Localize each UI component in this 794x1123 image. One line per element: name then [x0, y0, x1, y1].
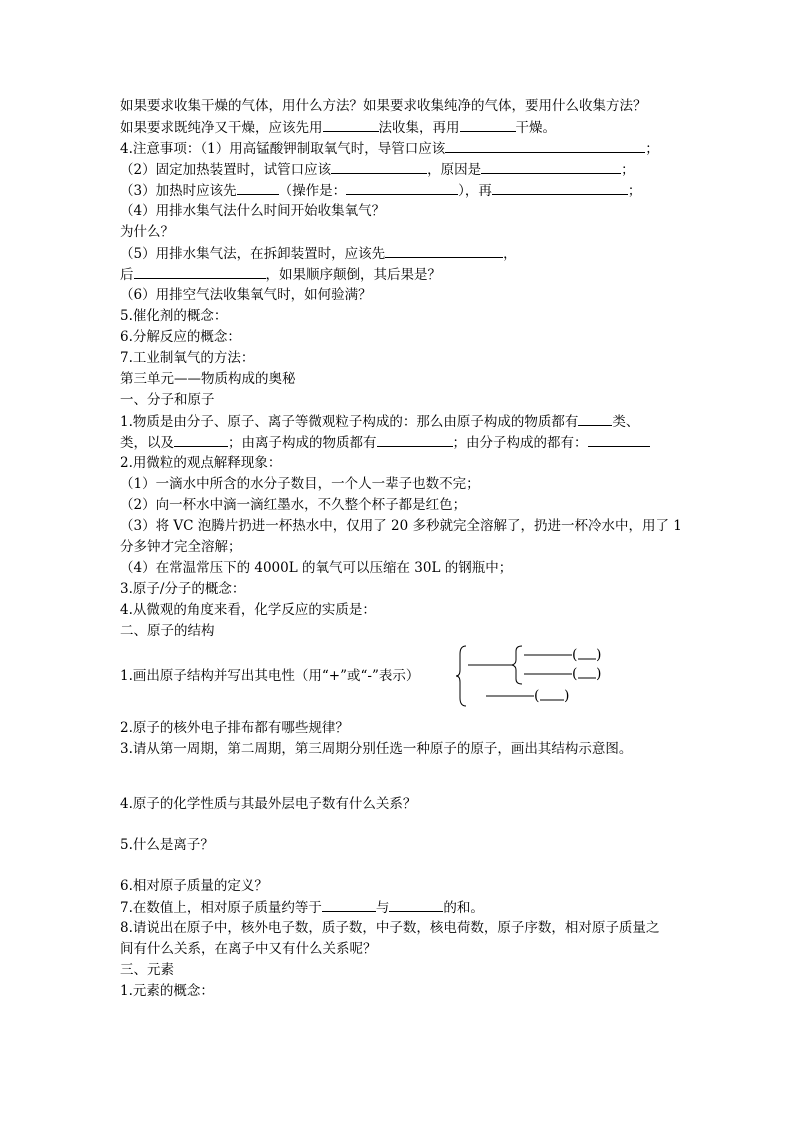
- text-line: [120, 222, 680, 243]
- question-text: 5.什么是离子？: [120, 837, 214, 853]
- question-text: 为什么？: [120, 224, 174, 240]
- text-line: [120, 138, 680, 159]
- question-text: （2）固定加热装置时，试管口应该: [120, 162, 332, 178]
- text-line: [120, 348, 680, 369]
- question-text: 类、: [612, 414, 640, 430]
- question-text: 4.原子的化学性质与其最外层电子数有什么关系？: [120, 796, 417, 812]
- paren-close: ): [564, 688, 570, 704]
- question-text: 8.请说出在原子中，核外电子数，质子数，中子数，核电荷数，原子序数，相对原子质量之: [120, 920, 660, 936]
- question-text: 干燥。: [515, 120, 556, 136]
- question-text: 7.工业制氧气的方法：: [120, 350, 255, 366]
- question-text: 分多钟才完全溶解；: [120, 539, 242, 555]
- question-text: ；由离子构成的物质都有: [228, 435, 377, 451]
- question-text: （5）用排水集气法，在拆卸装置时，应该先: [120, 246, 386, 262]
- question-text: 7.在数值上，相对原子质量约等于: [120, 900, 322, 916]
- text-line: [120, 718, 680, 739]
- text-line: [120, 327, 680, 348]
- text-line: [120, 474, 680, 495]
- question-text: 类，以及: [120, 435, 174, 451]
- heading-text: 一、分子和原子: [120, 392, 215, 408]
- answer-blank[interactable]: [322, 897, 376, 912]
- outer-brace: [456, 646, 466, 706]
- answer-blank[interactable]: [237, 180, 279, 195]
- question-text: ；: [645, 141, 659, 157]
- paren-open: (: [572, 666, 578, 682]
- question-text: （3）加热时应该先: [120, 183, 237, 199]
- text-line: [120, 835, 680, 856]
- text-line: [120, 306, 680, 327]
- text-line: [120, 558, 680, 579]
- text-line: [120, 495, 680, 516]
- question-text: ），再: [458, 183, 492, 199]
- text-line: [120, 516, 680, 537]
- question-text: 1.元素的概念：: [120, 983, 214, 999]
- text-line: [120, 794, 680, 815]
- text-line: [120, 96, 680, 117]
- answer-blank[interactable]: [323, 117, 379, 132]
- section-heading: [120, 390, 680, 411]
- question-text: 法收集，再用: [378, 120, 460, 136]
- question-text: 4.注意事项：（1）用高锰酸钾制取氧气时，导管口应该: [120, 141, 446, 157]
- text-line: [120, 159, 680, 180]
- question-text: （4）在常温常压下的 4000L 的氧气可以压缩在 30L 的钢瓶中；: [120, 560, 513, 576]
- text-line: [120, 453, 680, 474]
- answer-blank[interactable]: [578, 411, 612, 426]
- question-text: ，原因是: [427, 162, 482, 178]
- text-line: [120, 579, 680, 600]
- question-text: （4）用排水集气法什么时间开始收集氧气？: [120, 203, 386, 219]
- section-heading: [120, 960, 680, 981]
- paren-close: ): [596, 666, 602, 682]
- question-text: 3.原子/分子的概念：: [120, 581, 246, 597]
- answer-blank[interactable]: [445, 138, 645, 153]
- atom-structure-diagram: [456, 644, 606, 708]
- worksheet-page: [120, 96, 680, 1002]
- question-text: 后: [120, 267, 134, 283]
- question-text: 3.请从第一周期，第二周期，第三周期分别任选一种原子的原子，画出其结构示意图。: [120, 741, 633, 757]
- question-text: 6.相对原子质量的定义？: [120, 878, 268, 894]
- question-text: （操作是：: [278, 183, 347, 199]
- question-text: 2.用微粒的观点解释现象：: [120, 455, 282, 471]
- text-line: [120, 432, 680, 453]
- question-text: 2.原子的核外电子排布都有哪些规律？: [120, 720, 349, 736]
- text-line: [120, 117, 680, 138]
- text-line: [120, 739, 680, 760]
- question-text: 间有什么关系，在离子中又有什么关系呢？: [120, 941, 377, 957]
- inner-brace: [512, 646, 522, 684]
- question-text: （1）一滴水中所含的水分子数目，一个人一辈子也数不完；: [120, 476, 480, 492]
- text-line: [120, 600, 680, 621]
- answer-blank[interactable]: [460, 117, 516, 132]
- question-text: ；: [621, 162, 635, 178]
- text-line: [120, 411, 680, 432]
- section-heading: [120, 621, 680, 642]
- answer-blank[interactable]: [385, 243, 503, 258]
- text-line: [120, 285, 680, 306]
- text-line: [120, 537, 680, 558]
- question-text: 1.画出原子结构并写出其电性（用“+”或“-”表示）: [120, 668, 420, 684]
- answer-blank[interactable]: [492, 180, 628, 195]
- text-line: [120, 201, 680, 222]
- text-line: [120, 939, 680, 960]
- answer-blank[interactable]: [389, 897, 443, 912]
- question-text: 与: [375, 900, 390, 916]
- answer-blank[interactable]: [134, 264, 266, 279]
- text-line: [120, 876, 680, 897]
- question-text: 4.从微观的角度来看，化学反应的实质是：: [120, 602, 376, 618]
- text-line: [120, 264, 680, 285]
- question-text: 5.催化剂的概念：: [120, 308, 228, 324]
- paren-open: (: [534, 688, 540, 704]
- answer-space: [120, 856, 680, 876]
- question-text: 如果要求收集干燥的气体，用什么方法？如果要求收集纯净的气体，要用什么收集方法？: [120, 98, 647, 114]
- question-text: （6）用排空气法收集氧气时，如何验满？: [120, 287, 372, 303]
- heading-text: 三、元素: [120, 962, 174, 978]
- answer-space: [120, 760, 680, 794]
- atom-structure-question: [120, 644, 680, 714]
- paren-close: ): [596, 647, 602, 663]
- paren-open: (: [572, 647, 578, 663]
- question-text: （3）将 VC 泡腾片扔进一杯热水中，仅用了 20 多秒就完全溶解了，扔进一杯冷水中，用了 1: [120, 518, 682, 534]
- text-line: [120, 981, 680, 1002]
- unit-title: [120, 369, 680, 390]
- text-line: [120, 897, 680, 918]
- heading-text: 二、原子的结构: [120, 623, 215, 639]
- heading-text: 第三单元——物质构成的奥秘: [120, 371, 296, 387]
- text-line: [120, 918, 680, 939]
- answer-blank[interactable]: [377, 432, 453, 447]
- answer-blank[interactable]: [346, 180, 458, 195]
- question-text: （2）向一杯水中滴一滴红墨水，不久整个杯子都是红色；: [120, 497, 467, 513]
- answer-blank[interactable]: [331, 159, 427, 174]
- answer-blank[interactable]: [174, 432, 228, 447]
- question-text: 如果要求既纯净又干燥，应该先用: [120, 120, 323, 136]
- question-text: ，如果顺序颠倒，其后果是？: [265, 267, 441, 283]
- answer-blank[interactable]: [588, 432, 650, 447]
- answer-blank[interactable]: [481, 159, 621, 174]
- text-line: [120, 180, 680, 201]
- question-text: ，: [503, 246, 517, 262]
- question-text: ；: [627, 183, 642, 199]
- question-text: 6.分解反应的概念：: [120, 329, 241, 345]
- question-text: ；由分子构成的都有：: [452, 435, 588, 451]
- question-text: 1.物质是由分子、原子、离子等微观粒子构成的：那么由原子构成的物质都有: [120, 414, 579, 430]
- answer-space: [120, 815, 680, 835]
- question-text: 的和。: [443, 900, 484, 916]
- text-line: [120, 243, 680, 264]
